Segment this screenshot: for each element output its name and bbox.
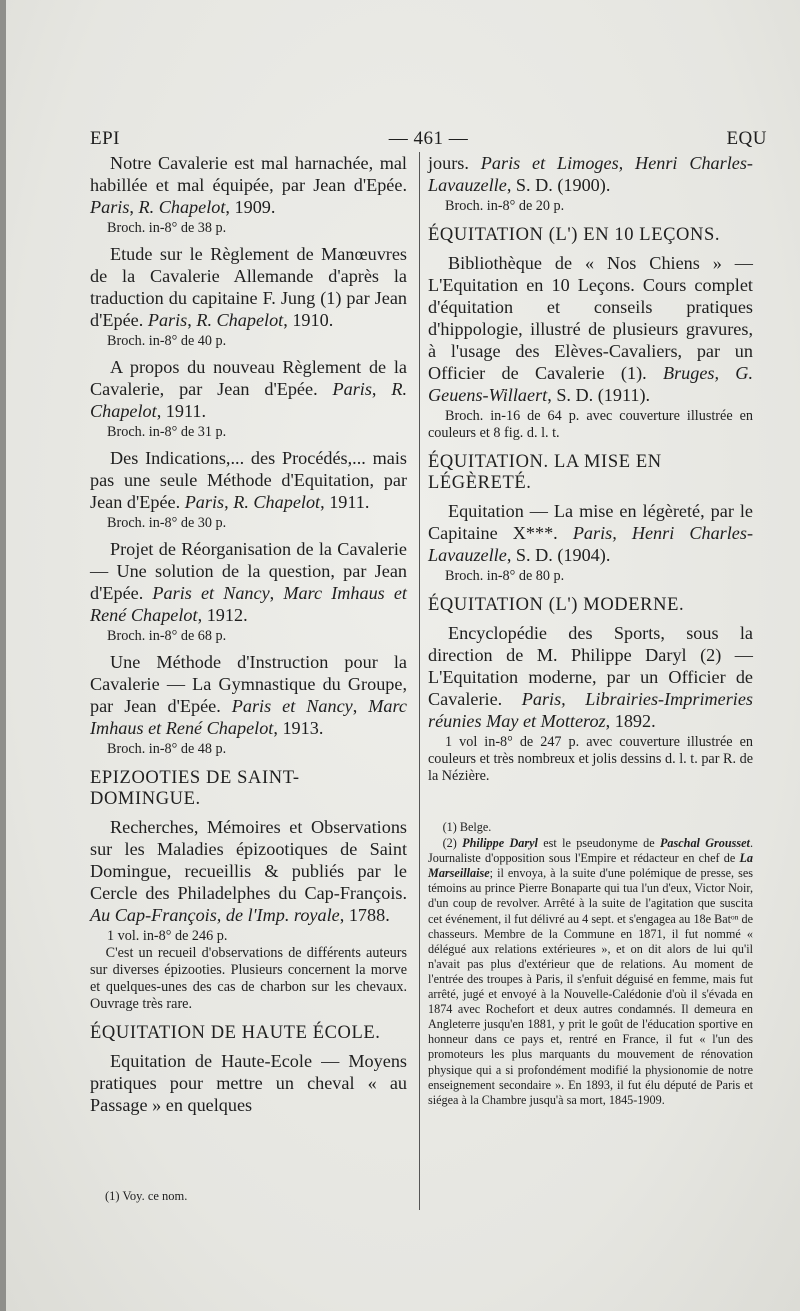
- bib-entry: [90, 651, 407, 758]
- section-heading: ÉQUITATION (L') EN 10 LEÇONS.: [428, 225, 721, 245]
- entry-title: Equitation de Haute-Ecole — Moyens pratiques pour mettre un cheval « au Passage » en quelques: [90, 1051, 407, 1115]
- bib-entry: [90, 447, 407, 532]
- entry-description: Broch. in-8° de 31 p.: [107, 424, 227, 440]
- bib-entry: [90, 243, 407, 350]
- bib-entry: [90, 1050, 407, 1116]
- entry-title: Projet de Réorganisation de la Cavalerie — Une solution de la question, par Jean d'Epée. Paris et Nancy, Marc Imhaus et René Chapelot, 1912.: [90, 539, 407, 625]
- footnote-2: (2) Philippe Daryl est le pseudonyme de Paschal Grousset. Journaliste d'opposition sous l'Empire et rédacteur en chef de La Marseillaise; il envoya, à la suite d'une polémique de presse, ses témoins au prince Pierre Bonaparte qui tua l'un d'eux, Victor Noir, d'un coup de revolver. Arrêté à la suite de l'agitation que suscita cet événement, il fut délivré au 4 sept. et s'engagea au 18e Batᵒⁿ de chasseurs. Membre de la Commune en 1871, il fut nommé « délégué aux relations extérieures », et on dit alors de lui qu'il n'avait pas plus d'extérieur que de relations. Au moment de l'entrée des troupes à Paris, il s'enfuit déguisé en femme, mais fut arrêté, jugé et envoyé à la Nouvelle-Calédonie d'où il s'évada en 1874 avec Rochefort et deux autres condamnés. Il demeura en Angleterre jusqu'en 1881, y prit le goût de l'éducation sportive en honneur dans ce pays et, rentré en France, il fut « l'un des promoteurs les plus marquants du mouvement de rénovation physique qui a si profondément modifié la physionomie de notre enseignement secondaire ». En 1893, il fut élu député de Paris et siégea à la Chambre jusqu'à sa mort, 1845-1909.: [428, 836, 753, 1107]
- entry-description: Broch. in-8° de 68 p.: [107, 628, 227, 644]
- entry-note: C'est un recueil d'observations de différents auteurs sur diverses épizooties. Plusieurs concernent la morve et quelques-unes des cas de charbon sur les chevaux. Ouvrage très rare.: [90, 945, 407, 1012]
- bib-entry: [90, 816, 407, 1013]
- entry-description: 1 vol in-8° de 247 p. avec couverture illustrée en couleurs et très nombreux et jolis dessins d. l. t. par R. de la Nézière.: [428, 734, 753, 784]
- footnote-1: (1) Belge.: [442, 820, 492, 834]
- entry-title: Une Méthode d'Instruction pour la Cavalerie — La Gymnastique du Groupe, par Jean d'Epée. Paris et Nancy, Marc Imhaus et René Chapelot, 1913.: [90, 652, 407, 738]
- bib-entry: [428, 252, 753, 442]
- entry-title: Etude sur le Règlement de Manœuvres de la Cavalerie Allemande d'après la traduction du capitaine F. Jung (1) par Jean d'Epée. Paris, R. Chapelot, 1910.: [90, 244, 407, 330]
- book-page: [6, 0, 800, 1311]
- bib-entry: [428, 622, 753, 785]
- bib-entry: [90, 538, 407, 645]
- entry-description: Broch. in-8° de 80 p.: [445, 568, 565, 584]
- entry-title: Recherches, Mémoires et Observations sur les Maladies épizootiques de Saint Domingue, recueillis & publiés par le Cercle des Philadelphes du Cap-François. Au Cap-François, de l'Imp. royale, 1788.: [90, 817, 407, 925]
- footnote-text: (1) Voy. ce nom.: [105, 1189, 188, 1203]
- header-right-guide-word: EQU: [726, 128, 767, 149]
- entry-description: 1 vol. in-8° de 246 p.: [107, 928, 228, 944]
- bib-entry: [90, 356, 407, 441]
- entry-title: Encyclopédie des Sports, sous la direction de M. Philippe Daryl (2) — L'Equitation moderne, par un Officier de Cavalerie. Paris, Librairies-Imprimeries réunies May et Motteroz, 1892.: [428, 623, 753, 731]
- entry-description: Broch. in-8° de 20 p.: [445, 198, 565, 214]
- entry-description: Broch. in-8° de 40 p.: [107, 333, 227, 349]
- section-heading: ÉQUITATION. LA MISE EN LÉGÈRETÉ.: [428, 452, 662, 493]
- entry-description: Broch. in-8° de 30 p.: [107, 515, 227, 531]
- footnote-left: [90, 1188, 407, 1204]
- bib-entry-continuation: [428, 152, 753, 215]
- entry-title: jours. Paris et Limoges, Henri Charles-Lavauzelle, S. D. (1900).: [428, 153, 753, 195]
- entry-title: A propos du nouveau Règlement de la Cavalerie, par Jean d'Epée. Paris, R. Chapelot, 1911.: [90, 357, 408, 421]
- entry-title: Equitation — La mise en légèreté, par le Capitaine X***. Paris, Henri Charles-Lavauzelle, S. D. (1904).: [428, 501, 753, 565]
- footnotes-right: [428, 820, 753, 1109]
- section-heading: ÉQUITATION (L') MODERNE.: [428, 595, 685, 615]
- entry-title: Bibliothèque de « Nos Chiens » — L'Equitation en 10 Leçons. Cours complet d'équitation et conseils pratiques d'hippologie, illustré de plusieurs gravures, à l'usage des Elèves-Cavaliers, par un Officier de Cavalerie (1). Bruges, G. Geuens-Willaert, S. D. (1911).: [428, 253, 753, 405]
- bib-entry: [90, 152, 407, 237]
- left-column: [90, 152, 407, 1122]
- right-column: [428, 152, 753, 791]
- entry-description: Broch. in-8° de 48 p.: [107, 741, 227, 757]
- header-left-guide-word: EPI: [90, 128, 120, 149]
- entry-title: Notre Cavalerie est mal harnachée, mal habillée et mal équipée, par Jean d'Epée. Paris, R. Chapelot, 1909.: [90, 153, 407, 217]
- entry-description: Broch. in-8° de 38 p.: [107, 220, 227, 236]
- section-heading: EPIZOOTIES DE SAINT-DOMINGUE.: [90, 768, 300, 809]
- page-number: — 461 —: [388, 128, 469, 149]
- running-header: [90, 128, 767, 150]
- bib-entry: [428, 500, 753, 585]
- column-divider: [419, 152, 420, 1210]
- entry-description: Broch. in-16 de 64 p. avec couverture illustrée en couleurs et 8 fig. d. l. t.: [428, 408, 753, 441]
- section-heading: ÉQUITATION DE HAUTE ÉCOLE.: [90, 1023, 381, 1043]
- entry-title: Des Indications,... des Procédés,... mais pas une seule Méthode d'Equitation, par Jean d'Epée. Paris, R. Chapelot, 1911.: [90, 448, 407, 512]
